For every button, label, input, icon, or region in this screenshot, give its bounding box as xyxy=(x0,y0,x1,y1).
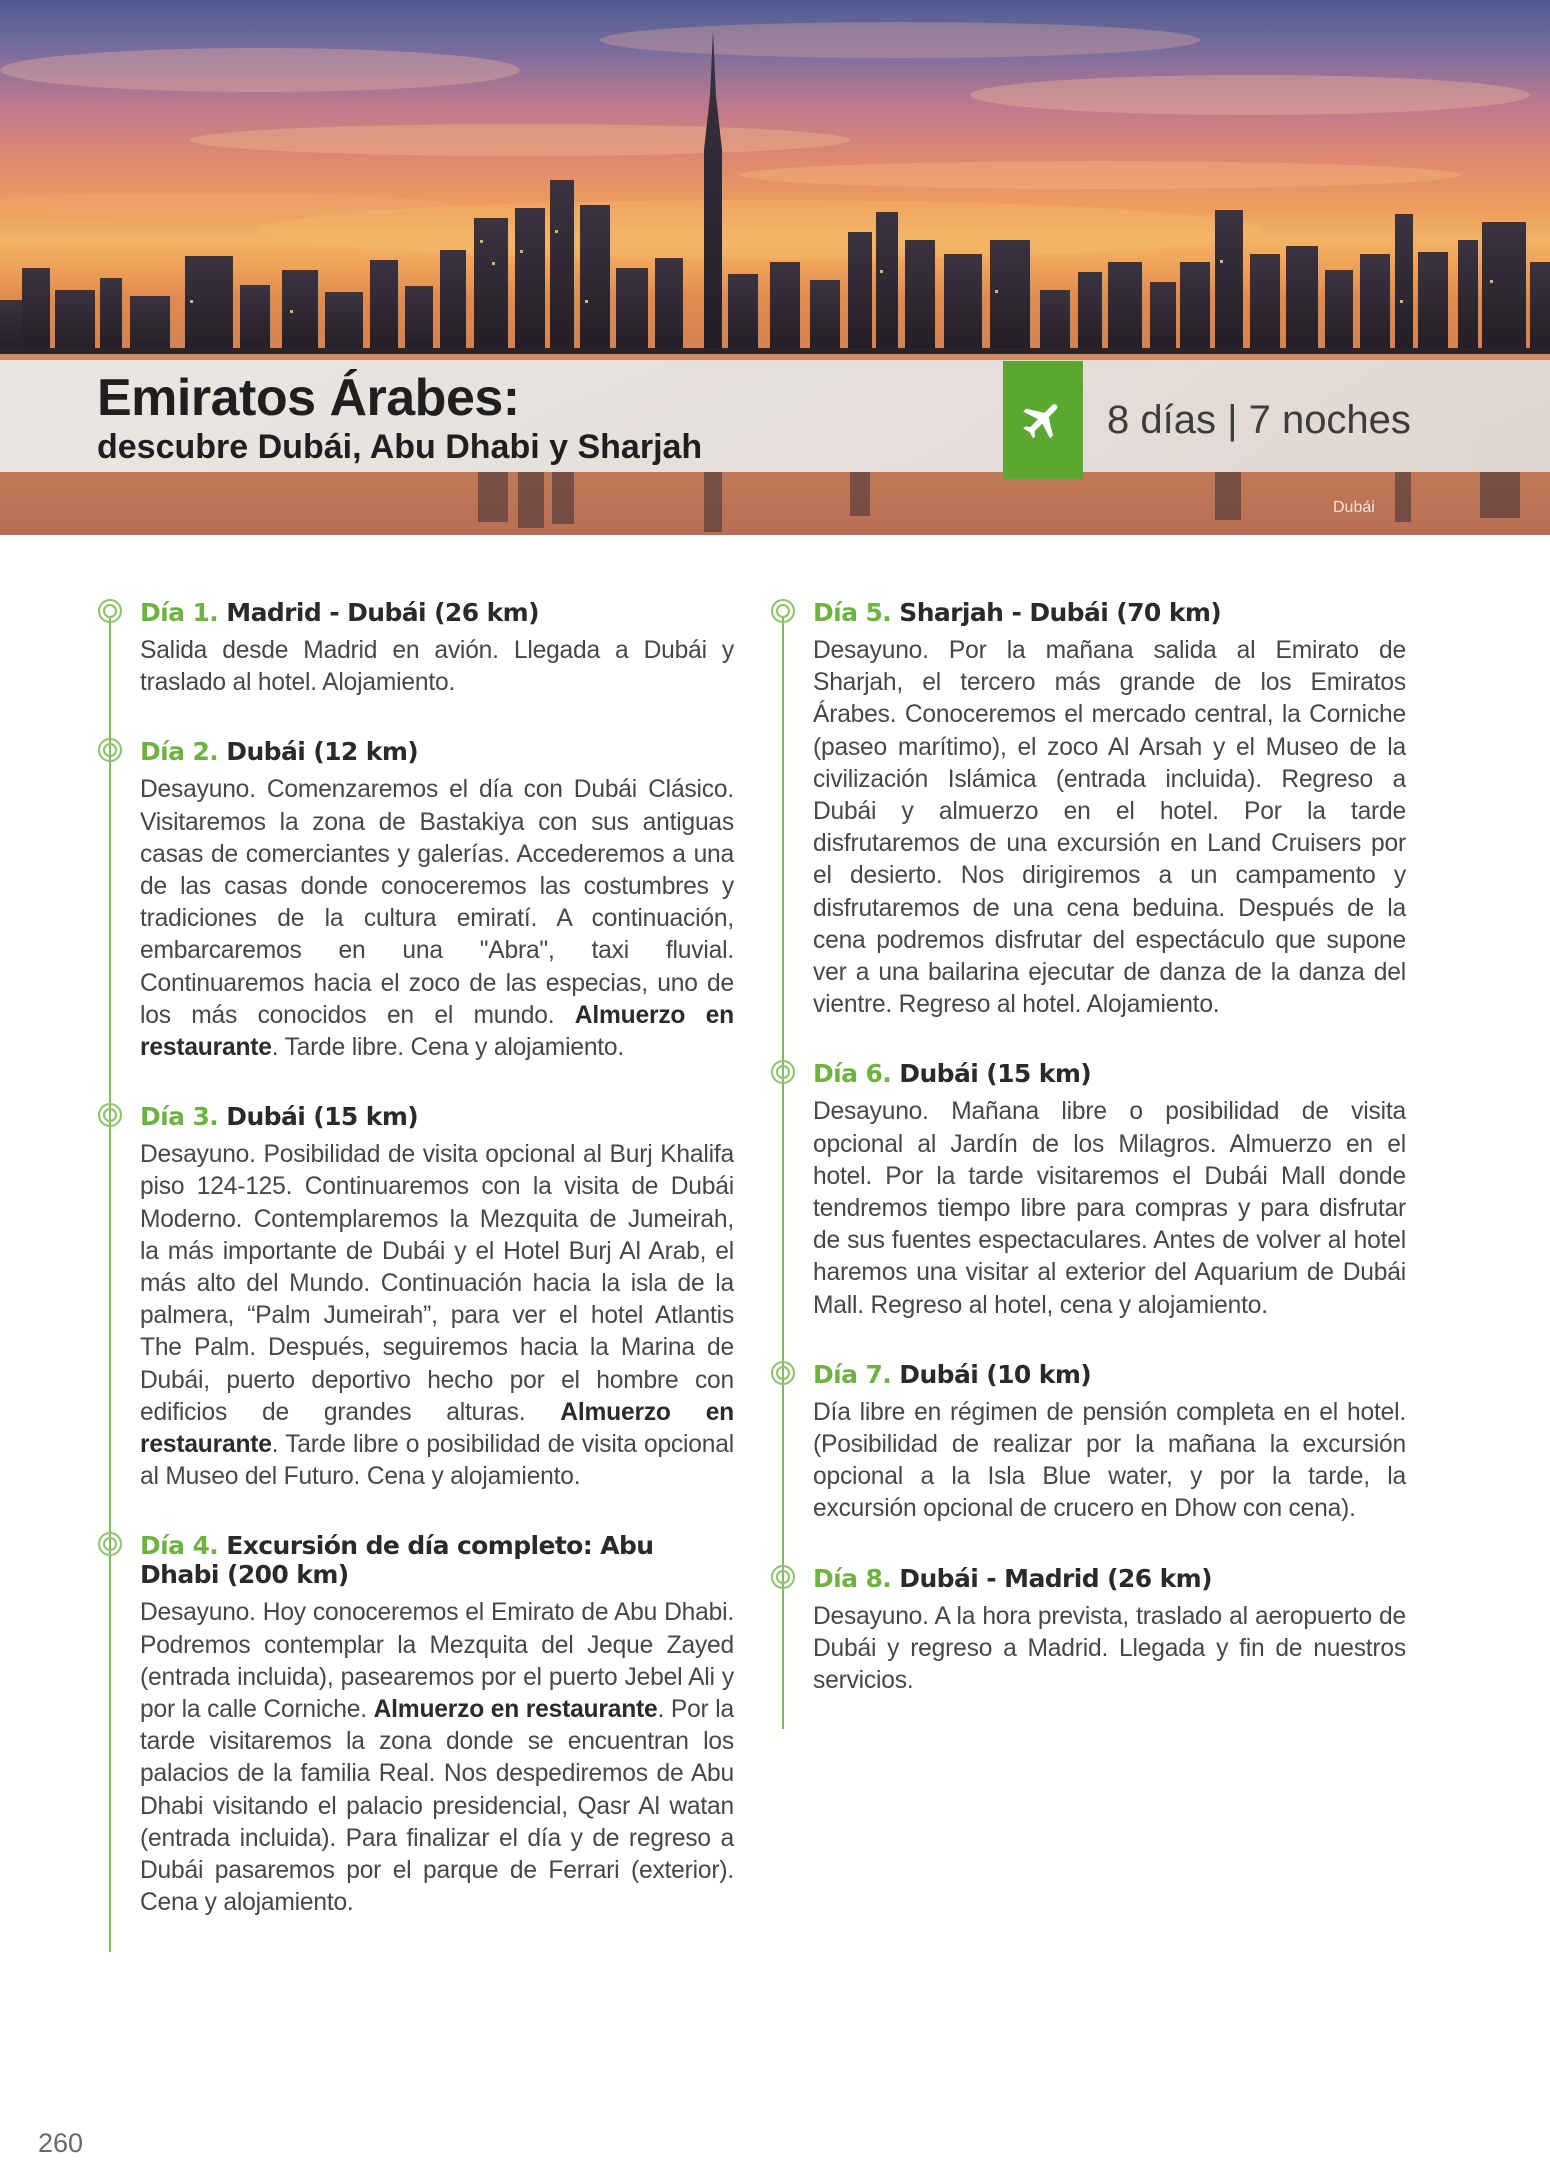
highlight-text: Almuerzo en restaurante xyxy=(373,1696,658,1724)
day-heading xyxy=(140,1102,734,1131)
timeline-line xyxy=(782,1380,784,1584)
airplane-icon xyxy=(1019,396,1067,444)
day-number: Día 5. xyxy=(813,598,892,627)
description-text: Desayuno. Mañana libre o posibilidad de visita opcional al Jardín de los Milagros. Almuerzo en el hotel. Por la tarde visitaremos el Dubái Mall donde tendremos tiempo libre para compras y para disfrutar de sus fuentes espectaculares. Antes de volver al hotel haremos una visitar al exterior del Aquarium de Dubái Mall. Regreso al hotel, cena y alojamiento. xyxy=(813,1098,1406,1319)
day-heading xyxy=(140,1531,734,1589)
day-route: Madrid - Dubái (26 km) xyxy=(226,598,539,627)
day-number: Día 2. xyxy=(140,737,219,767)
description-text: Desayuno. Hoy conoceremos el Emirato de Abu Dhabi. Podremos contemplar la Mezquita del Jeque Zayed (entrada incluida), pasearemos por el puerto Jebel Ali y por la calle Corniche. xyxy=(140,1599,734,1724)
timeline-line xyxy=(109,757,111,1122)
day-description xyxy=(813,1397,1406,1526)
day-route: Sharjah - Dubái (70 km) xyxy=(899,598,1222,627)
day-description xyxy=(813,635,1406,1021)
day-heading xyxy=(813,1564,1406,1593)
day-number: Día 8. xyxy=(813,1563,892,1593)
itinerary-day xyxy=(770,598,1406,1021)
day-description xyxy=(813,1096,1406,1321)
itinerary-day xyxy=(97,737,734,1064)
itinerary-day xyxy=(770,1360,1406,1526)
description-text: Desayuno. Por la mañana salida al Emirato de Sharjah, el tercero más grande de los Emiratos Árabes. Conoceremos el mercado central, la Corniche (paseo marítimo), el zoco Al Arsah y el Museo de la civilización Islámica (entrada incluida). Regreso a Dubái y almuerzo en el hotel. Por la tarde disfrutaremos de una excursión en Land Cruisers por el desierto. Nos dirigiremos a un campamento y disfrutaremos de una cena beduina. Después de la cena podremos disfrutar del espectáculo que supone ver a una bailarina ejecutar de danza de la danza del vientre. Regreso al hotel. Alojamiento. xyxy=(813,637,1406,1019)
itinerary-day xyxy=(97,598,734,699)
timeline-bullet-icon xyxy=(770,1059,796,1085)
page-title: Emiratos Árabes: xyxy=(97,369,520,427)
hero-banner xyxy=(0,0,1550,535)
timeline-bullet-icon xyxy=(97,1102,123,1128)
itinerary-right-column xyxy=(770,598,1406,1697)
day-description xyxy=(140,774,734,1064)
itinerary-day xyxy=(97,1102,734,1493)
description-text: . Por la tarde visitaremos la zona donde se encuentran los palacios de la familia Real. Nos despediremos de Abu Dhabi visitando el palacio presidencial, Qasr Al watan (entrada incluida). Para finalizar el día y de regreso a Dubái pasaremos por el parque de Ferrari (exterior). Cena y alojamiento. xyxy=(140,1696,734,1917)
timeline-bullet-icon xyxy=(770,1564,796,1590)
day-heading xyxy=(140,737,734,766)
day-route: Dubái (10 km) xyxy=(899,1359,1092,1389)
description-text: Desayuno. Comenzaremos el día con Dubái Clásico. Visitaremos la zona de Bastakiya con sus antiguas casas de comerciantes y galerías. Accederemos a una de las casas donde conoceremos las costumbres y tradiciones de la cultura emiratí. A continuación, embarcaremos en una "Abra", taxi fluvial. Continuaremos hacia el zoco de las especias, uno de los más conocidos en el mundo. xyxy=(140,776,734,1029)
day-heading xyxy=(813,1059,1406,1088)
description-text: . Tarde libre o posibilidad de visita opcional al Museo del Futuro. Cena y alojamiento. xyxy=(140,1431,734,1491)
page-subtitle: descubre Dubái, Abu Dhabi y Sharjah xyxy=(97,428,703,466)
day-number: Día 4. xyxy=(140,1531,219,1561)
timeline-bullet-icon xyxy=(770,598,796,624)
highlight-text: Almuerzo en restaurante xyxy=(140,1398,734,1459)
day-heading xyxy=(140,598,734,627)
trip-duration: 8 días | 7 noches xyxy=(1107,398,1411,442)
timeline-bullet-icon xyxy=(97,737,123,763)
page-number: 260 xyxy=(38,2128,84,2158)
day-number: Día 7. xyxy=(813,1359,892,1389)
day-heading xyxy=(813,598,1406,627)
description-text: . Tarde libre. Cena y alojamiento. xyxy=(271,1034,625,1062)
day-number: Día 3. xyxy=(140,1102,219,1132)
day-number: Día 1. xyxy=(140,598,219,627)
description-text: Desayuno. A la hora prevista, traslado al aeropuerto de Dubái y regreso a Madrid. Llegada y fin de nuestros servicios. xyxy=(813,1602,1406,1695)
day-route: Excursión de día completo: Abu Dhabi (200 km) xyxy=(140,1531,654,1590)
timeline-bullet-icon xyxy=(770,1360,796,1386)
day-route: Dubái (15 km) xyxy=(226,1102,419,1132)
itinerary-day xyxy=(770,1564,1406,1698)
highlight-text: Almuerzo en restaurante xyxy=(140,1001,734,1062)
timeline-line xyxy=(109,1551,111,1951)
description-text: Salida desde Madrid en avión. Llegada a Dubái y traslado al hotel. Alojamiento. xyxy=(140,637,734,697)
day-description xyxy=(140,635,734,699)
timeline-line xyxy=(782,618,784,1079)
day-description xyxy=(140,1597,734,1919)
day-heading xyxy=(813,1360,1406,1389)
timeline-line xyxy=(109,1122,111,1551)
itinerary-day xyxy=(770,1059,1406,1321)
flight-badge xyxy=(1003,361,1083,479)
day-route: Dubái (15 km) xyxy=(899,1059,1092,1089)
itinerary-left-column xyxy=(97,598,734,1920)
day-description xyxy=(813,1601,1406,1698)
description-text: Día libre en régimen de pensión completa en el hotel. (Posibilidad de realizar por la mañana la excursión opcional a la Isla Blue water, y por la tarde, la excursión opcional de crucero en Dhow con cena). xyxy=(813,1398,1406,1523)
photo-caption: Dubái xyxy=(1333,499,1375,516)
day-route: Dubái - Madrid (26 km) xyxy=(899,1563,1212,1593)
timeline-line xyxy=(782,1079,784,1379)
day-number: Día 6. xyxy=(813,1059,892,1089)
itinerary-day xyxy=(97,1531,734,1919)
timeline-line xyxy=(782,1584,784,1730)
description-text: Desayuno. Posibilidad de visita opcional al Burj Khalifa piso 124-125. Continuaremos con la visita de Dubái Moderno. Contemplaremos la Mezquita de Jumeirah, la más importante de Dubái y el Hotel Burj Al Arab, el más alto del Mundo. Continuación hacia la isla de la palmera, “Palm Jumeirah”, para ver el hotel Atlantis The Palm. Después, seguiremos hacia la Marina de Dubái, puerto deportivo hecho por el hombre con edificios de grandes alturas. xyxy=(140,1141,734,1426)
timeline-bullet-icon xyxy=(97,598,123,624)
day-description xyxy=(140,1139,734,1493)
timeline-bullet-icon xyxy=(97,1531,123,1557)
day-route: Dubái (12 km) xyxy=(226,737,419,767)
